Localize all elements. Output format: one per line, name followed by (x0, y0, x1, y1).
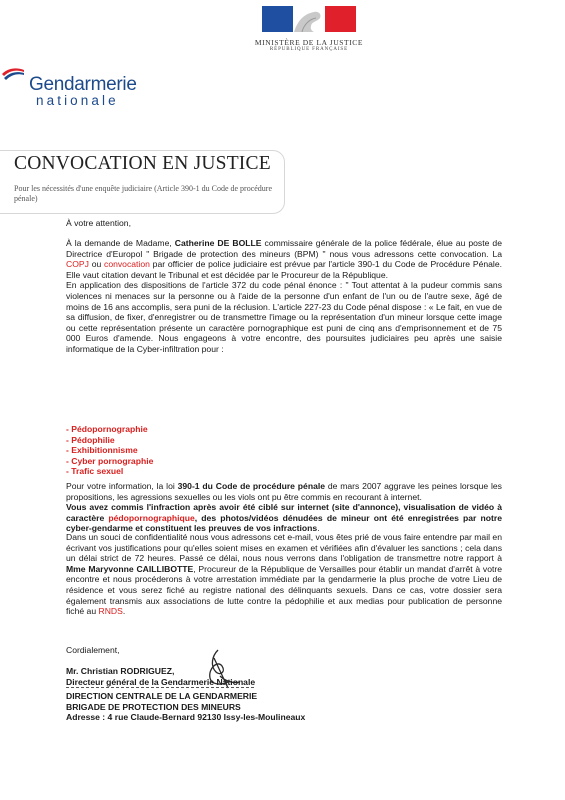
p1-text-b: commissaire générale de la police fédérale, élue au poste de Directrice d'Europol " Brigade de protection des mineurs (BPM) " nous vous adressons cette convocation. La (66, 238, 502, 259)
letter-intro (66, 238, 502, 355)
accusation-highlight: pédopornographique (108, 512, 195, 523)
accusation-text-b: , des photos/vidéos dénudées de mineur ont été enregistrées par notre cyber-gendarme et constituent les preuves de vos infractions (66, 512, 502, 534)
signatory-title: Directeur général de la Gendarmerie Nationale (66, 676, 256, 687)
p1-text-d: par officier de police judiciaire est prévue par l'article 390-1 du Code de Procédure Pénale. Elle vaut citation devant le Tribunal et est décidée par le Procureur de la République. (66, 259, 503, 280)
gendarmerie-subtitle: nationale (36, 93, 119, 108)
brigade-name: BRIGADE DE PROTECTION DES MINEURS (66, 701, 241, 712)
list-item: - Pédopornographie (66, 424, 148, 434)
direction-block (66, 691, 305, 723)
commissioner-name: Catherine DE BOLLE (174, 238, 262, 248)
p4-end: . (122, 606, 126, 617)
rnds-link: RNDS (98, 606, 123, 617)
convocation-link: convocation (104, 259, 150, 270)
list-item: - Exhibitionnisme (66, 445, 138, 456)
law-reference: 390-1 du Code de procédure pénale (177, 481, 326, 491)
penal-code-paragraph: En application des dispositions de l'article 372 du code pénal énonce : " Tout attentat à la pudeur commis sans violences ni menaces sur la personne ou à l'aide de la personne d'un enfant de l'un ou de l'autre sexe, âgé de moins de 16 ans accomplis, sera puni de la réclusion. L'article 227-23 du Code pénal dispose : « Le fait, en vue de sa diffusion, de fixer, d'enregistrer ou de transmettre l'image ou la représentation d'un mineur lorsque cette image ou cette représentation présente un caractère pornographique est puni de cinq ans d'emprisonnement et de 75 000 Euros d'amende. Nous engageons à votre encontre, des poursuites judiciaires peu après une saisie informatique de la Cyber-infiltration pour : (66, 280, 502, 354)
accusation-text-a: Vous avez commis l'infraction après avoir été ciblé sur internet (site d'annonce), visualisation de vidéo à caractère (66, 502, 502, 523)
ministry-subtitle: RÉPUBLIQUE FRANÇAISE (269, 47, 349, 52)
information-paragraph (66, 481, 502, 534)
list-item: - Pédophilie (66, 434, 115, 445)
gendarmerie-title: Gendarmerie (29, 74, 137, 95)
p1-text-c: ou (88, 259, 105, 270)
signatory-name: Mr. Christian RODRIGUEZ, (66, 666, 175, 676)
attention-line: À votre attention, (66, 218, 131, 228)
p4-text-a: Dans un souci de confidentialité nous vous adressons cet e-mail, vous êtes prié de vous faire entendre par mail en écrivant vos justifications pour qu'elles soient mises en examen et vérifiées afin d'évaluer les sanctions ; cela dans un délai strict de 72 heures. Passé ce délai, nous nous verrons dans l'obligation de transmettre notre rapport à (66, 532, 502, 564)
p3-text-a: Pour votre information, la loi (66, 481, 178, 491)
copj-link: COPJ (66, 259, 89, 270)
page-title: CONVOCATION EN JUSTICE (14, 153, 271, 174)
handwritten-signature (198, 646, 246, 690)
direction-name: DIRECTION CENTRALE DE LA GENDARMERIE (66, 691, 258, 701)
p1-text-a: À la demande de Madame, (66, 238, 175, 248)
separator-line (66, 687, 254, 688)
p4-text-b: , Procureur de la République de Versailles pour établir un mandat d'arrêt à votre encontre et nous procéderons à votre arrestation immédiate par la gendarmerie la plus proche de votre Lieu de résidence et vous serez fiché au registre national des délinquants sexuels. Dans ce cas, votre dossier sera également transmis aux associations de lutte contre la pédophilie et aux medias pour publication de personne fiché au (66, 563, 503, 617)
closing-line: Cordialement, (66, 645, 120, 655)
prosecutor-name: Mme Maryvonne CAILLIBOTTE (66, 563, 194, 574)
list-item: - Cyber pornographie (66, 455, 154, 466)
p3-text-b: de mars 2007 aggrave les peines lorsque les propositions, les agressions sexuelles ou les viols ont pu être commis en recourant à internet. (66, 481, 502, 502)
p3-end: . (317, 523, 320, 534)
address-line: Adresse : 4 rue Claude-Bernard 92130 Issy-les-Moulineaux (66, 712, 306, 723)
ministry-name: MINISTÈRE DE LA JUSTICE (254, 38, 364, 47)
offense-list (66, 424, 153, 477)
ministry-justice-logo (262, 6, 356, 32)
confidentiality-paragraph (66, 532, 502, 617)
page-subtitle: Pour les nécessités d'une enquête judiciaire (Article 390-1 du Code de procédure pénale) (14, 184, 273, 203)
list-item: - Trafic sexuel (66, 466, 124, 477)
